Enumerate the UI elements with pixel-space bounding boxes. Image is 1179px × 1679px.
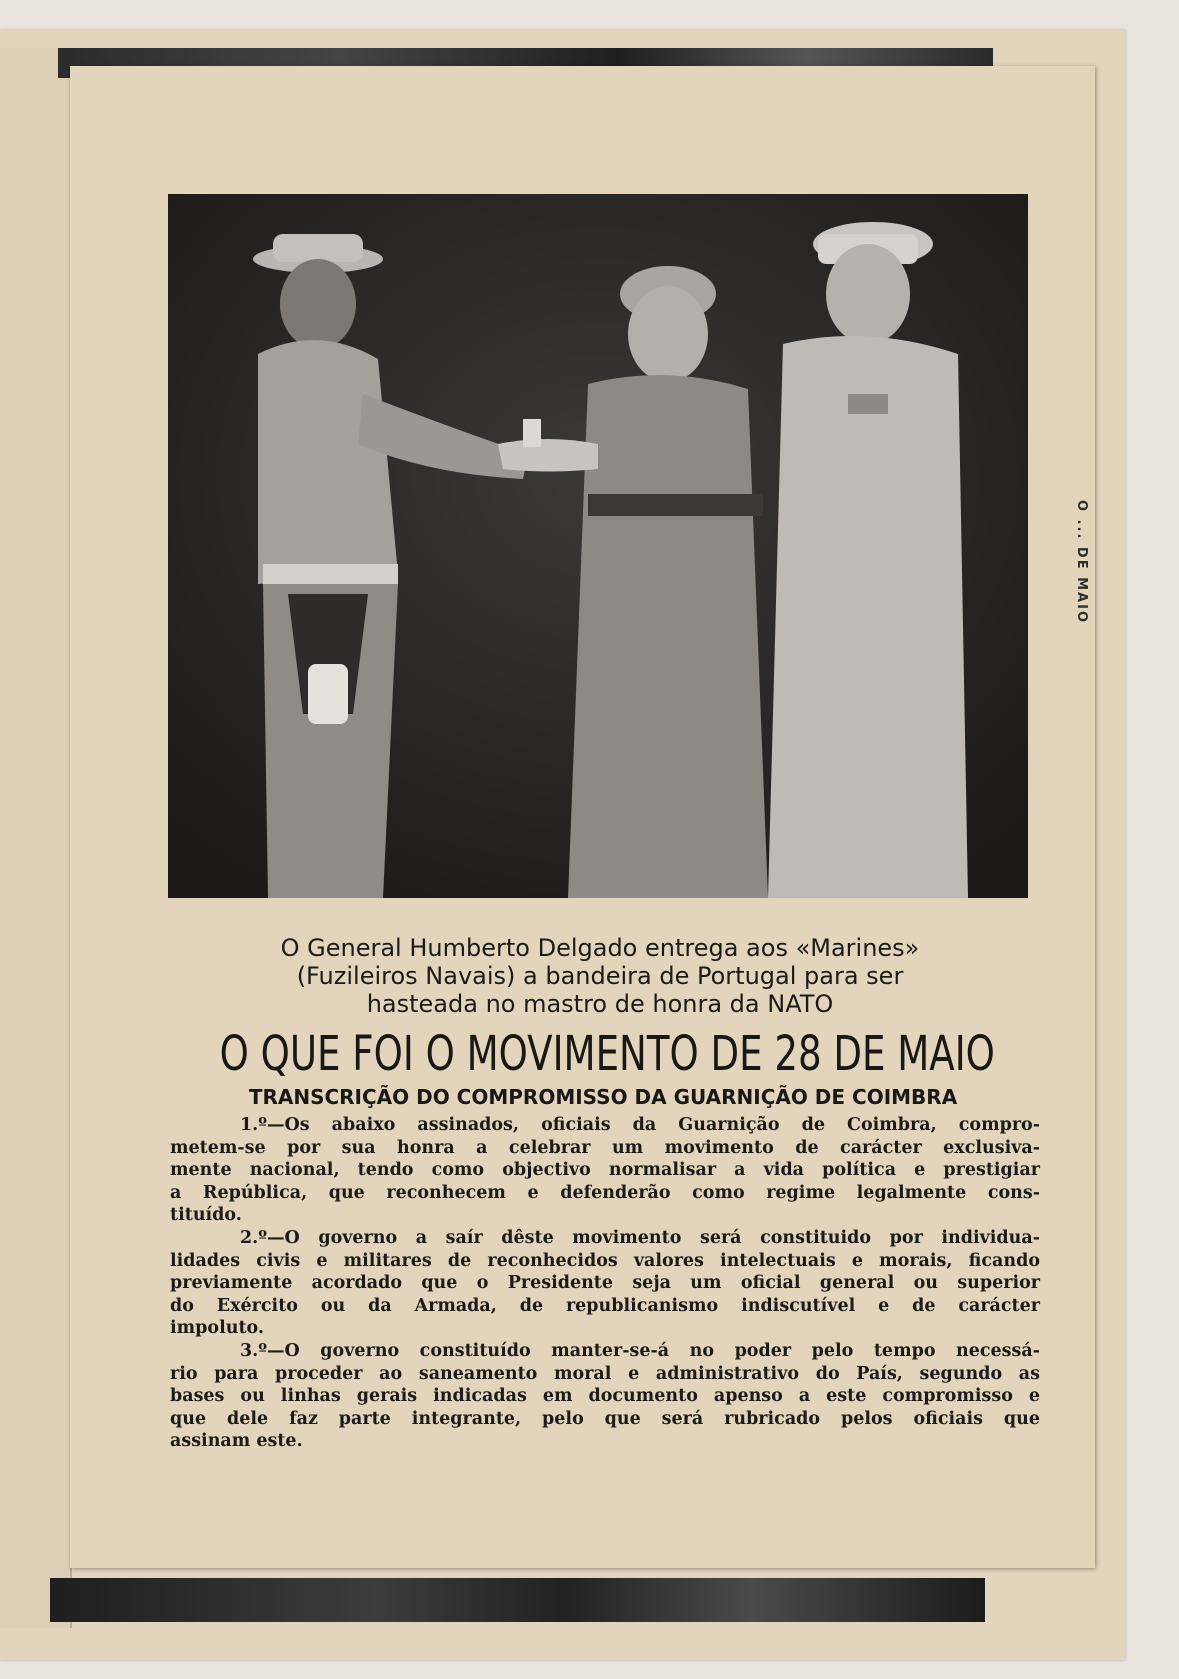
photo-image xyxy=(168,194,1028,898)
text-line: previamente acordado que o Presidente seja um oficial general ou superior xyxy=(170,1273,1040,1294)
paragraph-2 xyxy=(170,1227,1040,1340)
text-line: 3.º—O governo constituído manter-se-á no poder pelo tempo necessá- xyxy=(240,1340,1040,1361)
text-line: rio para proceder ao saneamento moral e administrativo do País, segundo as xyxy=(170,1363,1040,1384)
text-line: 1.º—Os abaixo assinados, oficiais da Guarnição de Coimbra, compro- xyxy=(240,1115,1040,1135)
photo-illustration xyxy=(168,194,1028,898)
right-edge-strip xyxy=(1072,500,1088,820)
text-line: tituído. xyxy=(170,1205,242,1226)
text-line: assinam este. xyxy=(170,1431,303,1452)
paragraph-1 xyxy=(170,1114,1040,1227)
article-subheadline: TRANSCRIÇÃO DO COMPROMISSO DA GUARNIÇÃO DE COIMBRA xyxy=(248,1085,958,1109)
text-line: 2.º—O governo a saír dêste movimento será constituido por individua- xyxy=(240,1227,1040,1248)
article-body xyxy=(170,1114,1040,1453)
text-line: mente nacional, tendo como objectivo normalisar a vida política e prestigiar xyxy=(170,1160,1040,1181)
underlying-photo-strip-bottom xyxy=(50,1578,985,1622)
document-page xyxy=(70,66,1095,1568)
text-line: que dele faz parte integrante, pelo que será rubricado pelos oficiais que xyxy=(170,1408,1040,1429)
text-line: impoluto. xyxy=(170,1318,264,1339)
text-line: bases ou linhas gerais indicadas em documento apenso a este compromisso e xyxy=(170,1386,1040,1407)
paragraph-3 xyxy=(170,1340,1040,1453)
photo-caption xyxy=(200,934,1000,1018)
left-page-edge xyxy=(0,48,72,1628)
right-edge-text: O ... DE MAIO xyxy=(1074,500,1089,625)
text-line: metem-se por sua honra a celebrar um movimento de carácter exclusiva- xyxy=(170,1137,1040,1158)
text-line: a República, que reconhecem e defenderão como regime legalmente cons- xyxy=(170,1182,1040,1203)
caption-line: O General Humberto Delgado entrega aos «Marines» xyxy=(280,934,920,962)
caption-line: hasteada no mastro de honra da NATO xyxy=(366,990,834,1018)
text-line: lidades civis e militares de reconhecidos valores intelectuais e morais, ficando xyxy=(170,1250,1040,1271)
text-line: do Exército ou da Armada, de republicanismo indiscutível e de carácter xyxy=(170,1295,1040,1316)
caption-line: (Fuzileiros Navais) a bandeira de Portugal para ser xyxy=(296,962,904,990)
article-headline: O QUE FOI O MOVIMENTO DE 28 DE MAIO xyxy=(219,1026,995,1082)
